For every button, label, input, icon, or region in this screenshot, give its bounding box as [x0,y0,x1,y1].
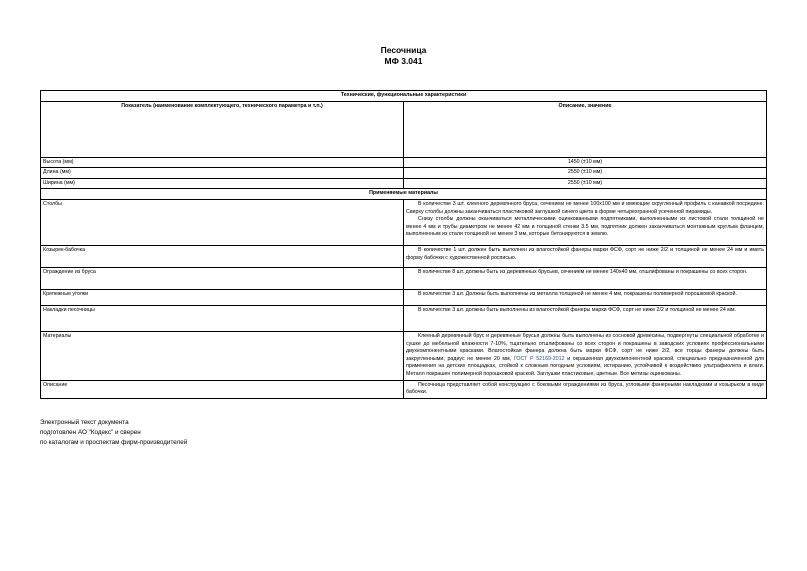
header-row [41,101,767,157]
material-label: Накладки песочницы [41,305,404,331]
dim-label: Длина (мм) [41,168,404,179]
dim-value: 1450 (±10 мм) [404,157,767,168]
table-row [41,199,767,245]
section-heading-characteristics: Технические, функциональные характеристики [41,91,767,102]
materials-text-part2: и окрашенная двухкомпонентной краской, специально предназначенной для применения на детских площадках, стойкой к сложным погодным условиям, истиранию, устойчивой к воздействию ультрафиолета и влаги. Металл покрашен полимерной порошковой краской. Заглушки пластиковые, цветные. Все метизы оцинкованы. [406,355,764,377]
title-code: МФ 3.041 [384,56,423,66]
table-row [41,289,767,305]
header-description: Описание, значение [404,101,767,157]
material-label: Материалы [41,331,404,380]
footer-line: подготовлен АО "Кодекс" и сверен [40,429,141,436]
dim-label: Ширина (мм) [41,178,404,189]
material-label: Столбы [41,199,404,245]
dim-label: Высота (мм) [41,157,404,168]
table-row [41,178,767,189]
material-description [404,331,767,380]
section-heading-materials: Применяемые материалы [41,189,767,200]
table-row [41,305,767,331]
material-description [404,245,767,267]
material-description [404,305,767,331]
description-text [404,380,767,398]
material-label: Ограждение из бруса [41,267,404,289]
footer-note [40,418,187,448]
section-row [41,91,767,102]
material-description [404,289,767,305]
description-paragraph: Песочница представляет собой конструкцию с боковыми ограждениями из бруса, угловыми фанерными накладками и козырьком в виде бабочки. [406,381,764,396]
description-paragraph: В количестве 3 шт. должны быть выполнены из влагостойкой фанеры марки ФСФ, сорт не ниже 2/2 и толщиной не менее 24 мм. [418,306,737,313]
table-row [41,168,767,179]
title-name: Песочница [380,45,427,55]
materials-text-part1: Клееный деревянный брус и деревянные брусья должны быть выполнены из сосновой древесины, подвергнуты специальной обработке и сушке до мебельной влажности 7-10%, тщательно отшлифованы со всех сторон и покрашены в заводских условиях профессиональными двухкомпонентными красками. Влагостойкая фанера должна быть марки ФСФ, сорт не ниже 2/2, все торцы фанеры должны быть закругленными, радиус не менее 20 мм, [406,332,764,362]
description-paragraph: В количестве 3 шт. Должны быть выполнены из металла толщиной не менее 4 мм, покрашены полимерной порошковой краской. [418,290,737,297]
table-row [41,331,767,380]
section-row [41,189,767,200]
description-paragraph [406,333,764,379]
dim-value: 2550 (±10 мм) [404,168,767,179]
dim-value: 2550 (±10 мм) [404,178,767,189]
header-parameter: Показатель (наименование комплектующего, технического параметра и т.п.) [41,101,404,157]
description-paragraph: В количестве 8 шт. должны быть из деревянных брусьев, сечением не менее 140х40 мм, отшлифованы и покрашены со всех сторон. [418,268,748,275]
description-label: Описание [41,380,404,398]
description-paragraph: В количестве 3 шт. клееного деревянного бруса, сечением не менее 100х100 мм и имеющие скругленный профиль с канавкой посредине. Сверху столбы должны заканчиваться пластиковой заглушкой синего цвета в форме четырехгранной усеченной пирамиды. [406,200,764,215]
material-label: Крепежные уголки [41,289,404,305]
table-row [41,245,767,267]
material-description [404,267,767,289]
table-row [41,380,767,398]
footer-line: Электронный текст документа [40,419,129,426]
table-row [41,267,767,289]
footer-line: по каталогам и проспектам фирм-производителей [40,439,188,446]
document-title [0,45,807,67]
description-paragraph: В количестве 1 шт. должен быть выполнен из влагостойкой фанеры марки ФСФ, сорт не ниже 2/2 и толщиной не менее 24 мм и иметь форму бабочки с художественной росписью. [406,246,764,261]
table-row [41,157,767,168]
spec-table [40,90,767,399]
description-paragraph: Снизу столбы должны оканчиваться металлическими оцинкованными подпятниками, выполненными из листовой стали толщиной не менее 4 мм и трубы диаметром не менее 42 мм и толщиной стенки 3.5 мм, подпятник должен заканчиваться монтажным круглым фланцем, выполненным из стали толщиной не менее 3 мм, которые бетонируются в землю. [406,216,764,238]
gost-link[interactable]: ГОСТ Р 52169-2012 [513,355,565,362]
material-label: Козырек-бабочка [41,245,404,267]
material-description [404,199,767,245]
